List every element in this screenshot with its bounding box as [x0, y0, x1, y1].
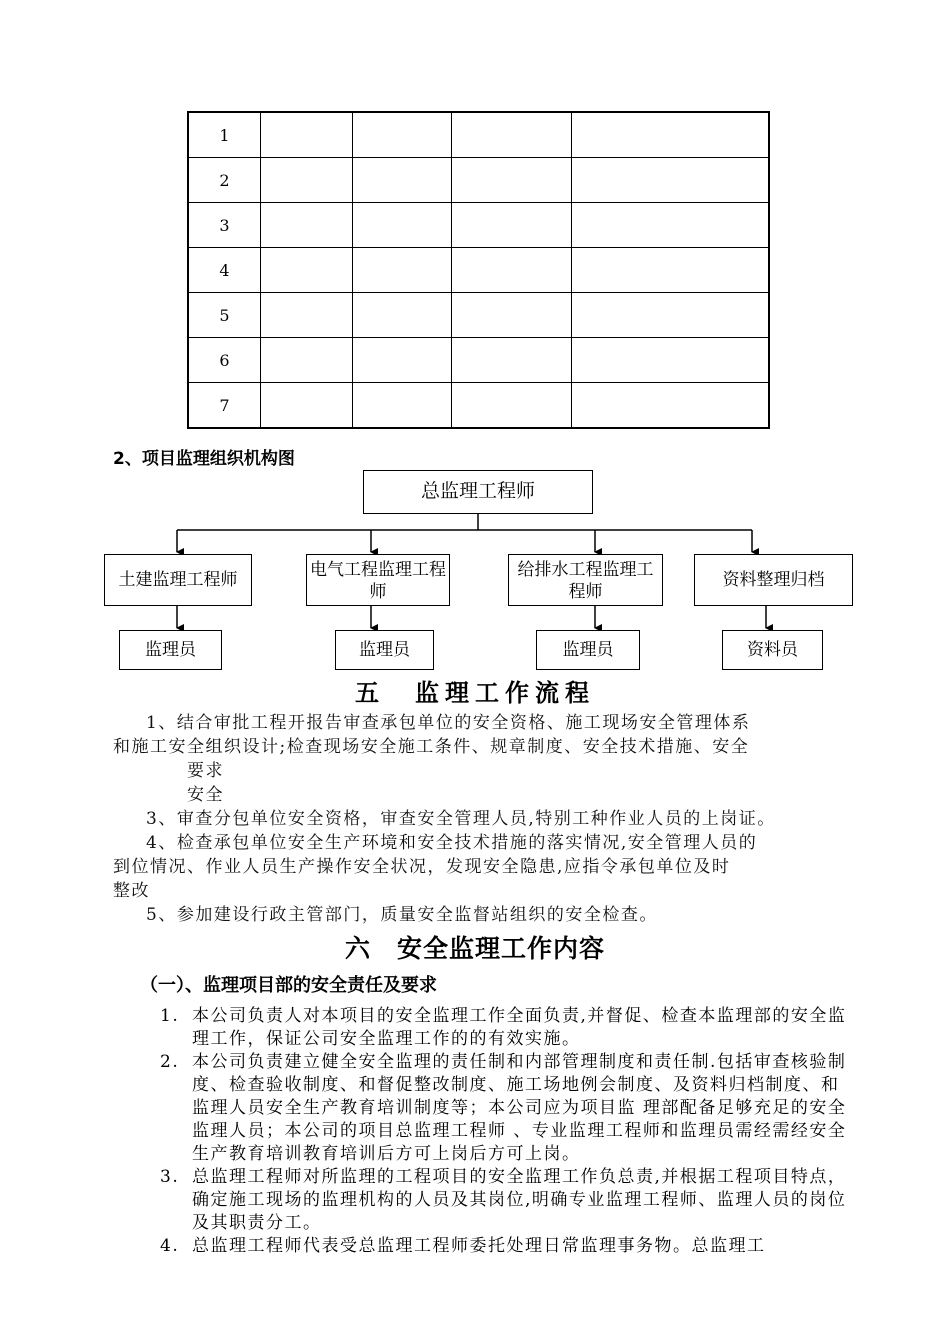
row-number: 7 [188, 383, 261, 429]
item-text: 本公司负责建立健全安全监理的责任制和内部管理制度和责任制.包括审查核验制度、检查验收制度、和督促整改制度、施工场地例会制度、及资料归档制度、和监理人员安全生产教育培训制度等；本公司应为项目监 理部配备足够充足的安全监理人员；本公司的项目总监理工程师 、专业监理工程师和监理员需经需经安全生产教育培训教育培训后方可上岗后方可上岗。 [192, 1052, 847, 1164]
item-text: 总监理工程师对所监理的工程项目的安全监理工作负总责,并根据工程项目特点，确定施工现场的监理机构的人员及其岗位,明确专业监理工程师、监理人员的岗位及其职责分工。 [192, 1167, 847, 1233]
subsection-title: （一）、监理项目部的安全责任及要求 [140, 975, 437, 996]
section-title: 六 安全监理工作内容 [344, 934, 605, 963]
item-number: 2. [160, 1052, 180, 1072]
item-text: 本公司负责人对本项目的安全监理工作全面负责,并督促、检查本监理部的安全监理工作，保证公司安全监理工作的的有效实施。 [192, 1006, 847, 1049]
row-number: 3 [188, 203, 261, 248]
background-text-line: 到位情况、作业人员生产操作安全状况，发现安全隐患,应指令承包单位及时 [113, 857, 731, 877]
org-box-inspector-3: 监理员 [536, 630, 640, 670]
org-box-records-clerk: 资料员 [722, 630, 823, 670]
item-number: 3. [160, 1167, 180, 1187]
row-number: 6 [188, 338, 261, 383]
org-box-civil-engineer: 土建监理工程师 [104, 554, 252, 606]
background-text-line: 4、检查承包单位安全生产环境和安全技术措施的落实情况,安全管理人员的 [146, 833, 758, 853]
row-number: 4 [188, 248, 261, 293]
org-chart-heading: 2、项目监理组织机构图 [113, 449, 295, 469]
background-text-line: 和施工安全组织设计;检查现场安全施工条件、规章制度、安全技术措施、安全 [113, 737, 750, 757]
org-box-plumbing-engineer: 给排水工程监理工程师 [508, 554, 663, 606]
background-text-line: 要求 [113, 761, 224, 781]
org-box-electrical-engineer: 电气工程监理工程师 [306, 554, 450, 606]
background-heading: 五 监理工作流程 [355, 679, 595, 707]
org-box-chief-supervisor: 总监理工程师 [363, 470, 593, 514]
background-text-line: 1、结合审批工程开报告审查承包单位的安全资格、施工现场安全管理体系 [146, 713, 751, 733]
item-number: 4. [160, 1236, 180, 1256]
background-text-line: 整改 [113, 881, 150, 901]
row-number: 1 [188, 112, 261, 158]
row-number: 5 [188, 293, 261, 338]
item-text: 总监理工程师代表受总监理工程师委托处理日常监理事务物。总监理工 [192, 1236, 766, 1256]
background-text-line: 安全 [113, 785, 224, 805]
row-number: 2 [188, 158, 261, 203]
background-text-line: 5、参加建设行政主管部门，质量安全监督站组织的安全检查。 [146, 905, 658, 925]
background-text-line: 3、审查分包单位安全资格，审查安全管理人员,特别工种作业人员的上岗证。 [146, 809, 776, 829]
org-box-inspector-2: 监理员 [335, 630, 434, 670]
org-box-document-archiving: 资料整理归档 [694, 554, 853, 606]
org-box-inspector-1: 监理员 [119, 630, 222, 670]
item-number: 1. [160, 1006, 180, 1026]
